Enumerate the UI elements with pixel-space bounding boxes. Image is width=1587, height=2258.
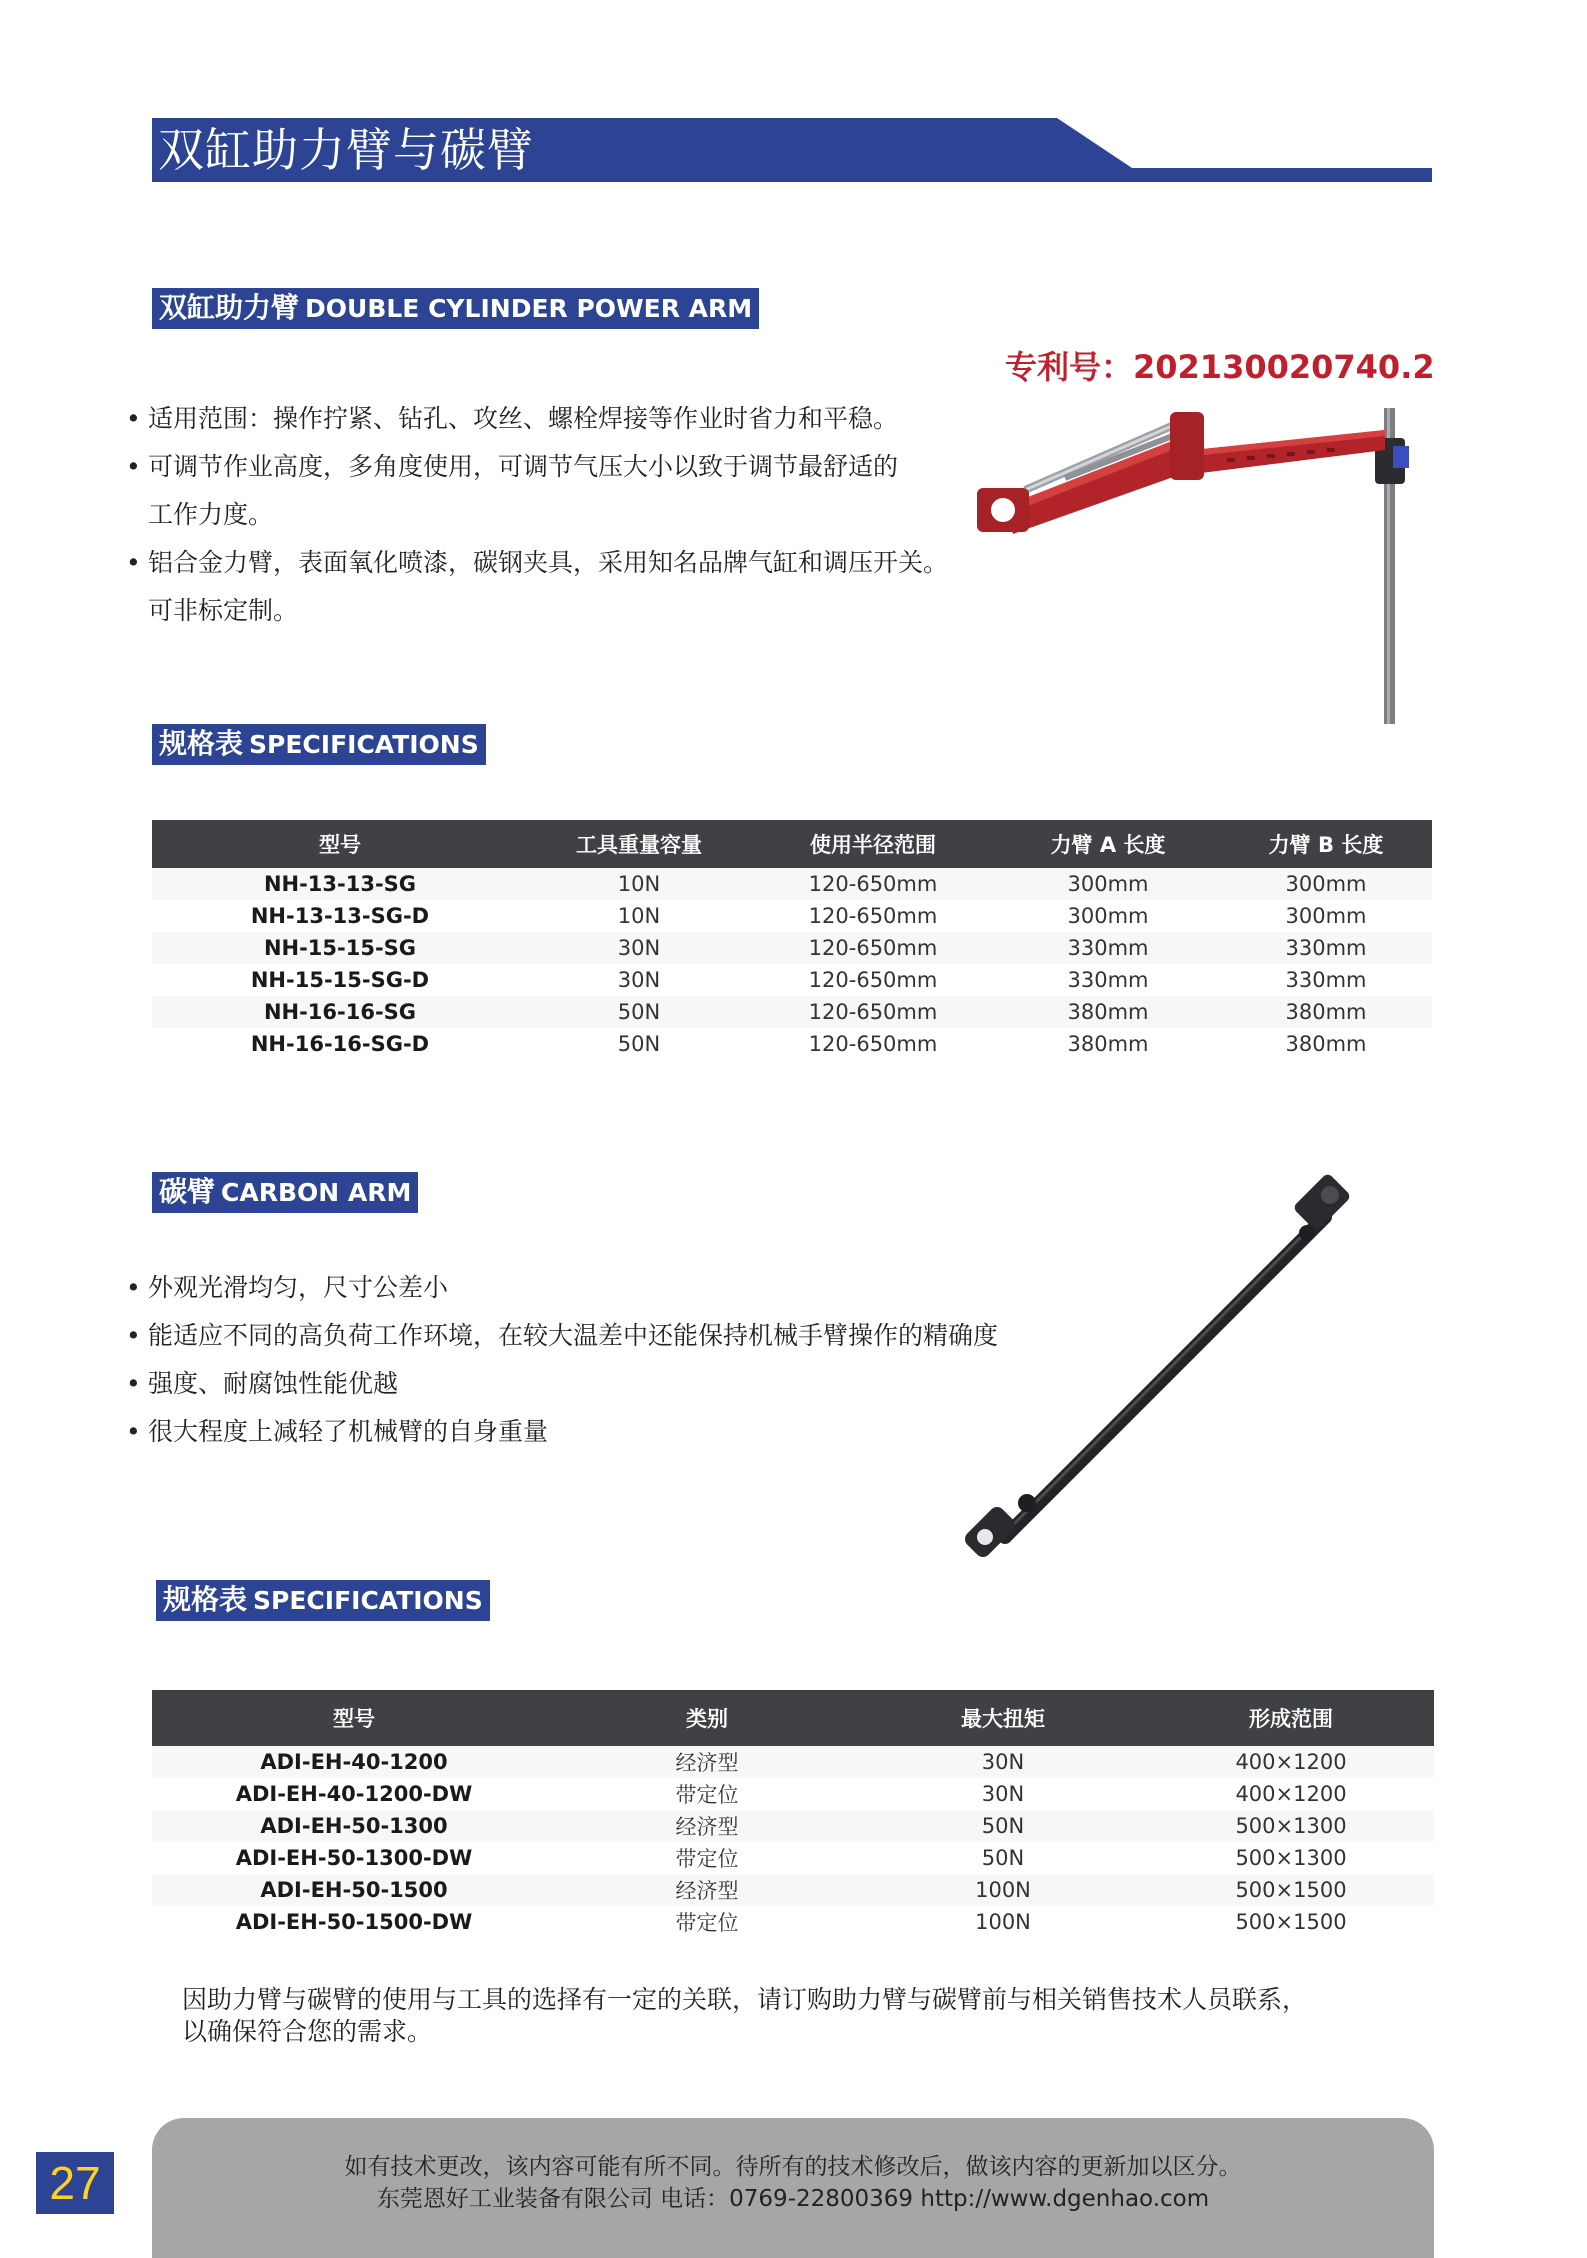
type-cell: 经济型 bbox=[675, 1879, 739, 1903]
torque-cell: 100N bbox=[975, 1878, 1031, 1902]
bullet-continuation: 可非标定制。 bbox=[148, 596, 299, 625]
model-cell: ADI-EH-50-1500 bbox=[260, 1878, 448, 1902]
column-header: 型号 bbox=[152, 820, 528, 868]
section-tag-en: CARBON ARM bbox=[221, 1178, 412, 1207]
capacity-cell: 10N bbox=[617, 904, 661, 928]
page-title-banner bbox=[152, 118, 1432, 184]
page-title: 双缸助力臂与碳臂 bbox=[158, 123, 534, 177]
note-line: 以确保符合您的需求。 bbox=[182, 2017, 433, 2046]
spec-tag-cn: 规格表 bbox=[163, 1583, 248, 1616]
table-header-row bbox=[152, 1690, 1434, 1746]
capacity-cell: 50N bbox=[617, 1032, 661, 1056]
bullet-item: • 适用范围：操作拧紧、钻孔、攻丝、螺栓焊接等作业时省力和平稳。 bbox=[126, 395, 1026, 443]
column-header: 力臂 A 长度 bbox=[996, 820, 1220, 868]
torque-cell: 30N bbox=[981, 1782, 1025, 1806]
table-header-row bbox=[152, 820, 1432, 868]
section-tag-cn: 双缸助力臂 bbox=[159, 291, 300, 324]
radius-cell: 120-650mm bbox=[808, 872, 938, 896]
capacity-cell: 30N bbox=[617, 936, 661, 960]
bullet-item: • 外观光滑均匀，尺寸公差小 bbox=[126, 1264, 1106, 1312]
model-cell: ADI-EH-50-1500-DW bbox=[235, 1910, 473, 1934]
patent-number: 专利号：202130020740.2 bbox=[1005, 348, 1435, 386]
double-cylinder-arm-image bbox=[965, 398, 1435, 728]
model-cell: ADI-EH-40-1200 bbox=[260, 1750, 448, 1774]
section-tag-en: DOUBLE CYLINDER POWER ARM bbox=[305, 294, 753, 323]
range-cell: 500×1300 bbox=[1235, 1846, 1347, 1870]
bullet-item: • 强度、耐腐蚀性能优越 bbox=[126, 1360, 1106, 1408]
arm-a-cell: 380mm bbox=[1067, 1000, 1149, 1024]
bullet-item: • 可调节作业高度，多角度使用，可调节气压大小以致于调节最舒适的 bbox=[126, 443, 1026, 491]
arm-b-cell: 300mm bbox=[1285, 872, 1367, 896]
table-row bbox=[152, 1028, 1432, 1060]
table-row bbox=[152, 1874, 1434, 1906]
model-cell: ADI-EH-50-1300 bbox=[260, 1814, 448, 1838]
column-header: 工具重量容量 bbox=[528, 820, 750, 868]
carbon-arm-image bbox=[945, 1165, 1375, 1575]
table-row bbox=[152, 1810, 1434, 1842]
arm-b-cell: 380mm bbox=[1285, 1000, 1367, 1024]
arm-b-cell: 300mm bbox=[1285, 904, 1367, 928]
arm-a-cell: 380mm bbox=[1067, 1032, 1149, 1056]
column-header: 类别 bbox=[556, 1690, 858, 1746]
footer-disclaimer: 如有技术更改，该内容可能有所不同。待所有的技术修改后，做该内容的更新加以区分。 bbox=[344, 2154, 1242, 2180]
column-header: 型号 bbox=[152, 1690, 556, 1746]
column-header: 使用半径范围 bbox=[750, 820, 996, 868]
table-row bbox=[152, 900, 1432, 932]
model-cell: NH-13-13-SG-D bbox=[250, 904, 430, 928]
section-tag-double-cylinder bbox=[152, 288, 759, 329]
column-header: 最大扭矩 bbox=[858, 1690, 1148, 1746]
radius-cell: 120-650mm bbox=[808, 904, 938, 928]
type-cell: 带定位 bbox=[675, 1911, 739, 1935]
type-cell: 经济型 bbox=[675, 1751, 739, 1775]
footer-contact: 东莞恩好工业装备有限公司 电话：0769-22800369 http://www.dgenhao.com bbox=[376, 2186, 1210, 2212]
spec-tag-en: SPECIFICATIONS bbox=[249, 730, 479, 759]
section-tag-cn: 碳臂 bbox=[159, 1175, 216, 1208]
model-cell: NH-16-16-SG bbox=[263, 1000, 417, 1024]
torque-cell: 50N bbox=[981, 1846, 1025, 1870]
spec1-tag bbox=[152, 724, 486, 765]
type-cell: 经济型 bbox=[675, 1815, 739, 1839]
column-header: 形成范围 bbox=[1148, 1690, 1434, 1746]
spec-tag-en: SPECIFICATIONS bbox=[253, 1586, 483, 1615]
model-cell: ADI-EH-50-1300-DW bbox=[235, 1846, 473, 1870]
table-row bbox=[152, 964, 1432, 996]
model-cell: NH-15-15-SG-D bbox=[250, 968, 430, 992]
table-row bbox=[152, 1842, 1434, 1874]
torque-cell: 100N bbox=[975, 1910, 1031, 1934]
footer bbox=[152, 2118, 1434, 2258]
arm-a-cell: 330mm bbox=[1067, 968, 1149, 992]
model-cell: NH-15-15-SG bbox=[263, 936, 417, 960]
table-row bbox=[152, 932, 1432, 964]
range-cell: 400×1200 bbox=[1235, 1750, 1347, 1774]
model-cell: ADI-EH-40-1200-DW bbox=[235, 1782, 473, 1806]
section1-bullets bbox=[126, 395, 1026, 635]
capacity-cell: 10N bbox=[617, 872, 661, 896]
arm-a-cell: 330mm bbox=[1067, 936, 1149, 960]
type-cell: 带定位 bbox=[675, 1847, 739, 1871]
radius-cell: 120-650mm bbox=[808, 1032, 938, 1056]
table-row bbox=[152, 1906, 1434, 1938]
ordering-note bbox=[182, 1984, 1307, 2048]
torque-cell: 50N bbox=[981, 1814, 1025, 1838]
range-cell: 500×1300 bbox=[1235, 1814, 1347, 1838]
torque-cell: 30N bbox=[981, 1750, 1025, 1774]
capacity-cell: 30N bbox=[617, 968, 661, 992]
arm-a-cell: 300mm bbox=[1067, 872, 1149, 896]
bullet-item: • 铝合金力臂，表面氧化喷漆，碳钢夹具，采用知名品牌气缸和调压开关。 bbox=[126, 539, 1026, 587]
section-tag-carbon-arm bbox=[152, 1172, 418, 1213]
model-cell: NH-13-13-SG bbox=[263, 872, 417, 896]
radius-cell: 120-650mm bbox=[808, 1000, 938, 1024]
spec-tag-cn: 规格表 bbox=[159, 727, 244, 760]
range-cell: 500×1500 bbox=[1235, 1878, 1347, 1902]
column-header: 力臂 B 长度 bbox=[1220, 820, 1432, 868]
spec2-tag bbox=[156, 1580, 490, 1621]
spec-table-carbon-arm bbox=[152, 1690, 1434, 1938]
arm-b-cell: 330mm bbox=[1285, 936, 1367, 960]
table-row bbox=[152, 1778, 1434, 1810]
bullet-continuation: 工作力度。 bbox=[148, 500, 274, 529]
table-row bbox=[152, 1746, 1434, 1778]
model-cell: NH-16-16-SG-D bbox=[250, 1032, 430, 1056]
arm-b-cell: 380mm bbox=[1285, 1032, 1367, 1056]
capacity-cell: 50N bbox=[617, 1000, 661, 1024]
spec-table-power-arm bbox=[152, 820, 1432, 1060]
arm-b-cell: 330mm bbox=[1285, 968, 1367, 992]
range-cell: 400×1200 bbox=[1235, 1782, 1347, 1806]
note-line: 因助力臂与碳臂的使用与工具的选择有一定的关联，请订购助力臂与碳臂前与相关销售技术人员联系， bbox=[182, 1985, 1308, 2014]
table-row bbox=[152, 996, 1432, 1028]
page-number: 27 bbox=[36, 2152, 114, 2214]
arm-a-cell: 300mm bbox=[1067, 904, 1149, 928]
radius-cell: 120-650mm bbox=[808, 968, 938, 992]
table-row bbox=[152, 868, 1432, 900]
bullet-item: • 很大程度上减轻了机械臂的自身重量 bbox=[126, 1408, 1106, 1456]
range-cell: 500×1500 bbox=[1235, 1910, 1347, 1934]
type-cell: 带定位 bbox=[675, 1783, 739, 1807]
radius-cell: 120-650mm bbox=[808, 936, 938, 960]
bullet-item: • 能适应不同的高负荷工作环境，在较大温差中还能保持机械手臂操作的精确度 bbox=[126, 1312, 1106, 1360]
